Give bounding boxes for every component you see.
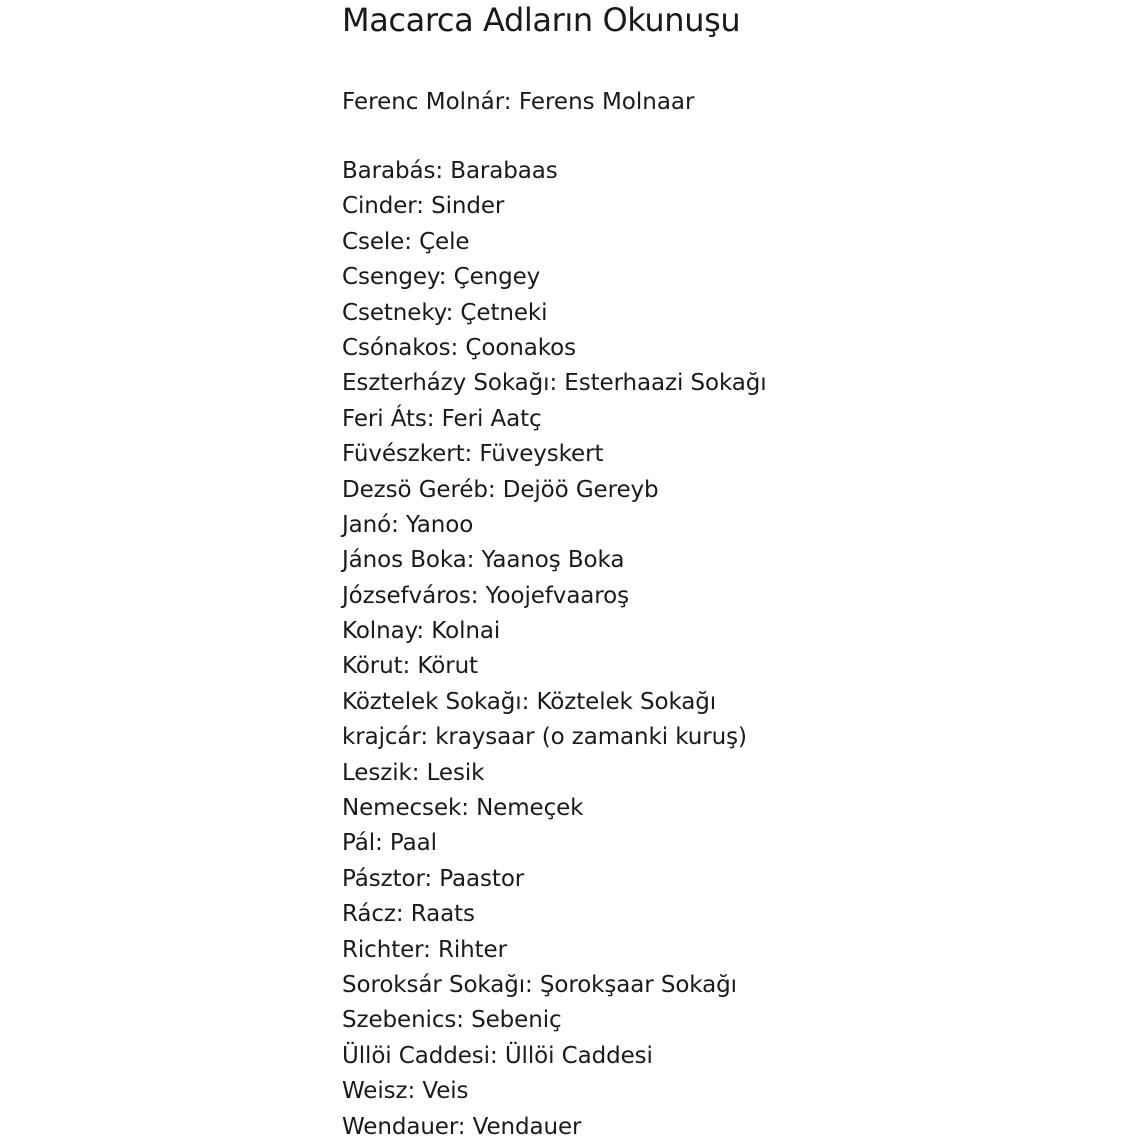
- page-title: Macarca Adların Okunuşu: [342, 1, 741, 39]
- author-pronunciation: Ferenc Molnár: Ferens Molnaar: [342, 89, 695, 115]
- list-item: Janó: Yanoo: [342, 511, 474, 538]
- list-item: Csengey: Çengey: [342, 264, 541, 291]
- list-item: Soroksár Sokağı: Şorokşaar Sokağı: [342, 971, 737, 998]
- list-item: Csele: Çele: [342, 228, 470, 255]
- list-item: Feri Áts: Feri Aatç: [342, 405, 542, 432]
- list-item: Köztelek Sokağı: Köztelek Sokağı: [342, 688, 717, 715]
- list-item: Cinder: Sinder: [342, 193, 505, 220]
- list-item: krajcár: kraysaar (o zamanki kuruş): [342, 724, 747, 751]
- list-item: Pál: Paal: [342, 830, 437, 857]
- list-item: Kolnay: Kolnai: [342, 618, 501, 645]
- list-item: Pásztor: Paastor: [342, 865, 525, 892]
- list-item: Nemecsek: Nemeçek: [342, 795, 584, 822]
- list-item: Richter: Rihter: [342, 936, 507, 963]
- pronunciation-list: [342, 154, 767, 1145]
- list-item: Rácz: Raats: [342, 901, 475, 928]
- list-item: Üllöi Caddesi: Üllöi Caddesi: [342, 1042, 653, 1069]
- list-item: Dezsö Geréb: Dejöö Gereyb: [342, 476, 659, 503]
- list-item: Weisz: Veis: [342, 1078, 469, 1105]
- list-item: Wendauer: Vendauer: [342, 1113, 582, 1140]
- list-item: Csónakos: Çoonakos: [342, 334, 577, 361]
- list-item: János Boka: Yaanoş Boka: [342, 547, 625, 574]
- list-item: Barabás: Barabaas: [342, 158, 558, 184]
- list-item: Leszik: Lesik: [342, 759, 485, 786]
- list-item: Szebenics: Sebeniç: [342, 1007, 562, 1034]
- list-item: Csetneky: Çetneki: [342, 299, 548, 326]
- list-item: Józsefváros: Yoojefvaaroş: [342, 582, 630, 609]
- list-item: Körut: Körut: [342, 653, 478, 680]
- list-item: Eszterházy Sokağı: Esterhaazi Sokağı: [342, 370, 767, 397]
- list-item: Füvészkert: Füveyskert: [342, 441, 604, 468]
